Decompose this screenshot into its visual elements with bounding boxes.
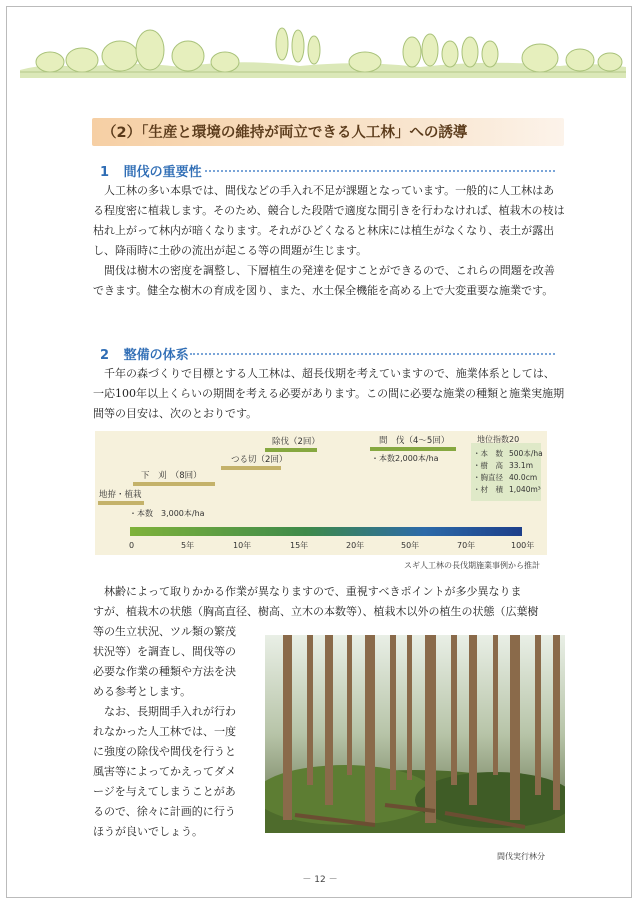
subsection-2-paragraph: 千年の森づくりで目標とする人工林は、超長伐期を考えていますので、施業体系としては、一応100年以上くらいの期間を考える必要があります。この間に必要な施業の種類と施業実施期間等の目安は、次のとおりです。 — [93, 367, 565, 420]
axis-tick-label: 70年 — [457, 541, 476, 550]
index-row-label: ・樹 高 — [473, 461, 503, 470]
body-line: るので、徐々に計画的に行う — [93, 805, 236, 818]
label-weeding: 下 刈 （8回） — [141, 471, 202, 481]
axis-tick-label: 20年 — [346, 541, 365, 550]
body-line: なお、長期間手入れが行わ — [104, 705, 236, 718]
label-planting: 地拵・植栽 — [99, 490, 142, 500]
subsection-1-title: 間伐の重要性 — [123, 165, 202, 180]
body-line: 林齢によって取りかかる作業が異なりますので、重視すべきポイントが多少異なりま — [104, 585, 522, 598]
subsection-1-number: 1 — [100, 165, 110, 180]
label-cleaning: 除伐（2回） — [272, 437, 320, 447]
axis-tick-label: 0 — [129, 541, 135, 550]
treatment-timeline-chart — [95, 431, 547, 555]
body-line: 風害等によってかえってダメ — [93, 765, 236, 778]
page-number: － 12 － — [302, 875, 338, 885]
index-row-label: ・材 積 — [473, 485, 503, 494]
bar-thinning — [370, 447, 456, 451]
timeline-axis-bar — [130, 527, 522, 536]
chart-caption: スギ人工林の長伐期施業事例から推計 — [404, 561, 540, 570]
start-density-note: ・本数 3,000本/ha — [129, 509, 205, 518]
subsection-1-body — [93, 181, 565, 301]
header-trees-illustration — [20, 22, 626, 78]
axis-tick-label: 15年 — [290, 541, 309, 550]
axis-tick-label: 5年 — [181, 541, 195, 550]
subsection-1-heading — [100, 161, 202, 180]
index-row-label: ・胸直径 — [473, 473, 503, 482]
timeline-svg — [95, 431, 547, 555]
body-line: 必要な作業の種類や方法を決 — [93, 665, 236, 678]
bar-planting — [98, 501, 144, 505]
body-line: ージを与えてしまうことがあ — [93, 785, 236, 798]
body-line: 状況等）を調査し、間伐等の — [93, 645, 236, 658]
subsection-2-heading — [100, 344, 189, 363]
index-box-title: 地位指数20 — [477, 435, 520, 444]
index-row-value: 33.1m — [509, 461, 534, 470]
subsection-2-number: 2 — [100, 348, 110, 363]
body-line: に強度の除伐や間伐を行うと — [93, 745, 236, 758]
subsection-1-paragraph: 間伐は樹木の密度を調整し、下層植生の発達を促すことができるので、これらの問題を改善できます。健全な樹木の育成を図り、また、水土保全機能を高める上で大変重要な施業です。 — [93, 264, 555, 297]
subsection-1-paragraph: 人工林の多い本県では、間伐などの手入れ不足が課題となっています。一般的に人工林はある程度密に植栽します。そのため、競合した段階で適度な間引きを行わなければ、植栽木の枝は枯れ上がって林内が暗くなります。それがひどくなると林床には植生がなくなり、表土が露出し、降雨時に土砂の流出が起こる等の問題が生じます。 — [93, 184, 565, 257]
body-line: ほうが良いでしょう。 — [93, 825, 203, 838]
index-row-label: ・本 数 — [473, 449, 503, 458]
photo-caption: 間伐実行林分 — [497, 852, 545, 861]
subsection-3-top — [93, 582, 565, 622]
thinned-forest-photo — [265, 635, 565, 833]
index-row-value: 40.0cm — [509, 473, 538, 482]
label-thinning: 間 伐（4～5回） — [379, 436, 450, 446]
bar-vine-cutting — [221, 466, 281, 470]
body-line: れなかった人工林では、一度 — [93, 725, 236, 738]
body-line: すが、植栽木の状態（胸高直径、樹高、立木の本数等）、植栽木以外の植生の状態（広葉樹 — [93, 605, 539, 618]
bar-weeding — [133, 482, 215, 486]
body-line: 等の生立状況、ツル類の繁茂 — [93, 625, 236, 638]
axis-tick-label: 100年 — [511, 541, 535, 550]
index-row-value: 500本/ha — [509, 449, 543, 458]
body-line: める参考とします。 — [93, 685, 192, 698]
bar-cleaning — [265, 448, 317, 452]
thinning-density-note: ・本数2,000本/ha — [371, 454, 439, 463]
axis-tick-label: 10年 — [233, 541, 252, 550]
subsection-2-title: 整備の体系 — [123, 348, 189, 363]
label-vine-cutting: つる切（2回） — [231, 455, 288, 465]
axis-tick-label: 50年 — [401, 541, 420, 550]
section-title: （2）「生産と環境の維持が両立できる人工林」への誘導 — [102, 125, 468, 141]
subsection-2-dots — [190, 353, 555, 355]
subsection-2-body — [93, 364, 565, 424]
subsection-3-left — [93, 622, 258, 842]
index-row-value: 1,040m³ — [509, 485, 541, 494]
subsection-1-dots — [205, 170, 555, 172]
